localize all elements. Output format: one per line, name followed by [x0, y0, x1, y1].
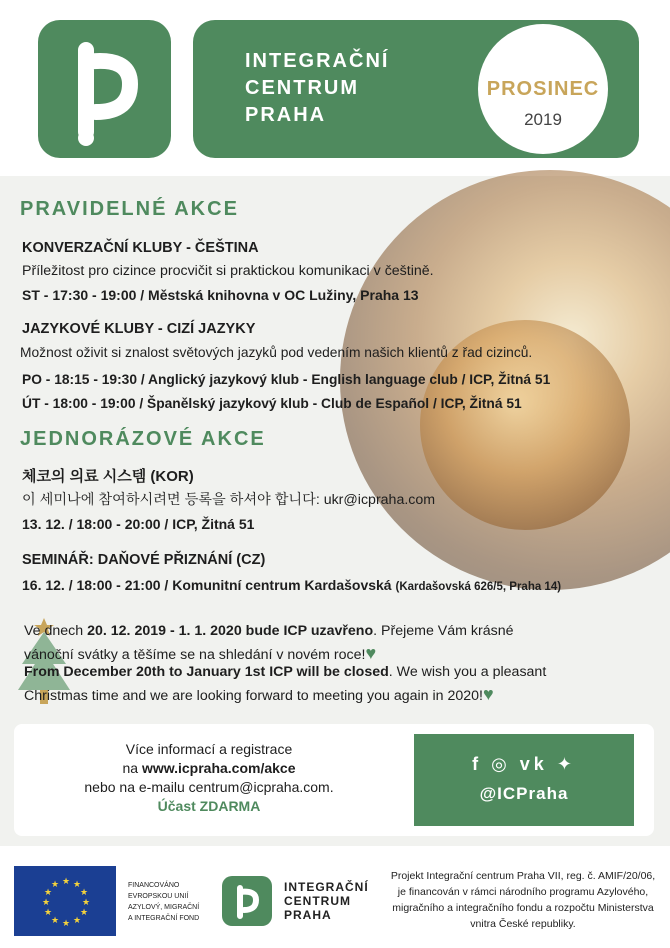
event-desc-language: Možnost oživit si znalost světových jazyků pod vedením našich klientů z řad cizinců. [20, 345, 533, 360]
footer-org-name [284, 880, 369, 922]
svg-text:★: ★ [62, 919, 71, 929]
section-heading-oneoff: JEDNORÁZOVÉ AKCE [20, 428, 266, 450]
svg-text:★: ★ [42, 898, 51, 908]
tax-seminar-time: 16. 12. / 18:00 - 21:00 / Komunitní centrum Kardašovská [22, 577, 392, 593]
social-media-panel[interactable] [414, 734, 634, 826]
event-title-korean: 체코의 의료 시스템 (KOR) [22, 468, 194, 485]
event-title-tax [22, 552, 265, 568]
svg-text:★: ★ [73, 916, 82, 926]
month-badge [478, 24, 608, 154]
info-box [14, 724, 654, 836]
svg-text:★: ★ [44, 888, 53, 898]
notice-cz-text: vánoční svátky a těšíme se na shledání v novém roce! [24, 647, 366, 663]
tax-seminar-lang: (CZ) [236, 552, 266, 568]
notice-cz-line2 [24, 643, 376, 664]
month-label: PROSINEC [486, 78, 600, 100]
footer-org-line2: CENTRUM [284, 894, 351, 908]
notice-cz-line1 [24, 623, 513, 639]
event-time-spanish: ÚT - 18:00 - 19:00 / Španělský jazykový klub - Club de Español / ICP, Žitná 51 [22, 396, 522, 411]
notice-cz-wish: . Přejeme Vám krásné [373, 623, 514, 639]
svg-text:★: ★ [80, 908, 89, 918]
event-time-korean: 13. 12. / 18:00 - 20:00 / ICP, Žitná 51 [22, 516, 255, 532]
info-email-line[interactable]: nebo na e-mailu centrum@icpraha.com. [84, 779, 334, 795]
event-time-conversation: ST - 17:30 - 19:00 / Městská knihovna v OC Lužiny, Praha 13 [22, 287, 419, 303]
proj-line3: migračního a integračního fondu a rozpočtu Ministerstva [392, 902, 654, 914]
social-icons[interactable]: f ◎ vk ✦ [472, 754, 576, 774]
website-link[interactable]: www.icpraha.com/akce [141, 760, 296, 776]
eu-flag [14, 866, 116, 936]
proj-line1: Projekt Integrační centrum Praha VII, reg. č. AMIF/20/06, [390, 870, 656, 882]
event-desc-korean: 이 세미나에 참여하시려면 등록을 하셔야 합니다: ukr@icpraha.com [22, 492, 436, 508]
org-name [245, 48, 389, 129]
notice-cz-dates: 20. 12. 2019 - 1. 1. 2020 bude ICP uzavřeno [87, 623, 374, 639]
section-heading-regular: PRAVIDELNÉ AKCE [20, 198, 239, 220]
project-funding-text [378, 868, 668, 932]
proj-line4: vnitra České republiky. [470, 918, 576, 930]
svg-text:★: ★ [73, 880, 82, 890]
icp-logo [38, 20, 171, 158]
event-time-english: PO - 18:15 - 19:30 / Anglický jazykový klub - English language club / ICP, Žitná 51 [22, 372, 551, 387]
notice-en-text: Christmas time and we are looking forward to meeting you again in 2020! [24, 688, 483, 704]
event-desc-conversation: Příležitost pro cizince procvičit si praktickou komunikaci v češtině. [22, 263, 434, 279]
tax-seminar-title: SEMINÁŘ: DAŇOVÉ PŘIZNÁNÍ [22, 552, 233, 568]
svg-text:★: ★ [51, 916, 60, 926]
heart-icon: ♥ [365, 643, 377, 663]
free-entry-label: Účast ZDARMA [157, 798, 261, 814]
svg-text:★: ★ [82, 898, 91, 908]
svg-text:★: ★ [51, 880, 60, 890]
svg-text:★: ★ [44, 908, 53, 918]
svg-text:★: ★ [80, 888, 89, 898]
heart-icon: ♥ [482, 684, 494, 704]
tax-seminar-address: (Kardašovská 626/5, Praha 14) [395, 581, 562, 593]
footer-org-line1: INTEGRAČNÍ [284, 880, 369, 894]
footer-logo-icon [222, 876, 272, 926]
notice-en-line1 [24, 664, 546, 680]
notice-en-wish: . We wish you a pleasant [388, 664, 547, 680]
info-website-line [14, 759, 404, 778]
eu-line1: FINANCOVÁNO [128, 882, 180, 889]
notice-en-dates: From December 20th to January 1st ICP will be closed [24, 664, 389, 680]
proj-line2: je financován v rámci národního programu Azylového, [397, 886, 649, 898]
eu-funding-text [128, 880, 199, 924]
p-logo-small-icon [222, 876, 272, 926]
eu-stars-icon [14, 866, 116, 936]
event-title-conversation: KONVERZAČNÍ KLUBY - ČEŠTINA [22, 240, 259, 256]
year-label: 2019 [524, 110, 562, 129]
svg-text:★: ★ [62, 877, 71, 887]
event-time-tax [22, 577, 561, 593]
notice-en-line2 [24, 684, 494, 705]
eu-line3: AZYLOVÝ, MIGRAČNÍ [128, 904, 200, 911]
social-handle[interactable]: @ICPraha [479, 784, 569, 803]
eu-line4: A INTEGRAČNÍ FOND [128, 915, 200, 922]
notice-cz-prefix: Ve dnech [24, 623, 88, 639]
org-name-line3: PRAHA [245, 104, 327, 126]
info-website-prefix: na [122, 760, 142, 776]
footer-org-line3: PRAHA [284, 908, 332, 922]
org-name-line1: INTEGRAČNÍ [245, 50, 390, 72]
header-banner [193, 20, 639, 158]
org-name-line2: CENTRUM [245, 77, 359, 99]
eu-line2: EVROPSKOU UNIÍ [128, 893, 189, 900]
info-heading: Více informací a registrace [125, 741, 293, 757]
event-title-language: JAZYKOVÉ KLUBY - CIZÍ JAZYKY [22, 321, 256, 337]
p-logo-icon [38, 20, 171, 158]
